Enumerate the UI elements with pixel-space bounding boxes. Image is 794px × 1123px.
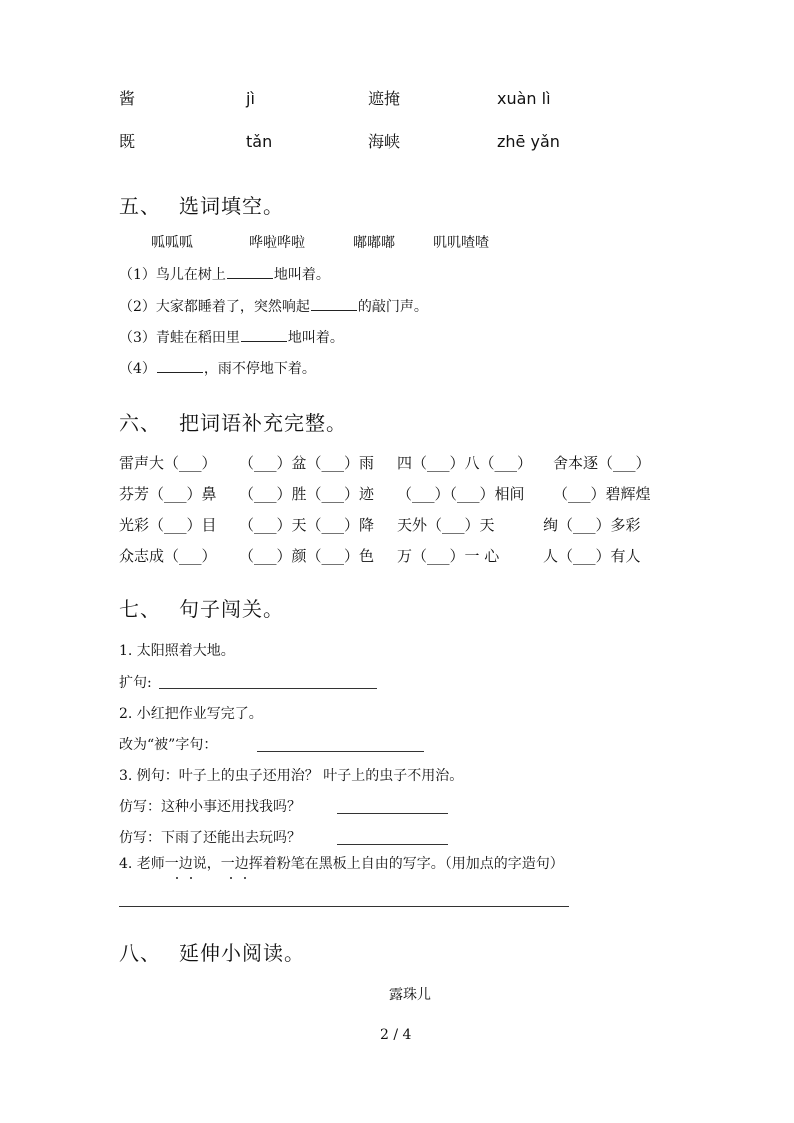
section-number: 六、	[119, 411, 161, 435]
section-title: 选词填空。	[179, 194, 284, 218]
idiom-row-1	[119, 453, 679, 473]
idiom-item[interactable]: 四（___）八（___）	[397, 454, 533, 472]
imitation-2: 仿写：下雨了还能出去玩吗？	[119, 830, 301, 846]
idiom-item[interactable]: （___）（___）相间	[397, 485, 525, 503]
idiom-item[interactable]: 万（___）一 心	[397, 547, 500, 565]
section-8-heading	[119, 940, 305, 966]
question-text: （1）鸟儿在树上	[119, 267, 226, 283]
answer-line[interactable]	[119, 906, 569, 907]
section-number: 八、	[119, 941, 161, 965]
question-text: （4）	[119, 361, 156, 377]
word-option: 呱呱呱	[151, 235, 193, 251]
table-cell: 遮掩	[368, 89, 401, 108]
idiom-item[interactable]: 芬芳（___）鼻	[119, 485, 217, 503]
fill-question-4	[119, 360, 316, 378]
table-cell: xuàn lì	[497, 89, 551, 108]
fill-question-1	[119, 266, 330, 284]
answer-blank[interactable]	[241, 329, 287, 342]
question-4: 4. 老师一边说，一边挥着粉笔在黑板上自由的写字。（用加点的字造句）	[119, 856, 564, 872]
question-text: 地叫着。	[287, 330, 344, 346]
idiom-item[interactable]: （___）碧辉煌	[553, 485, 651, 503]
expand-label: 扩句:	[119, 675, 152, 691]
question-text: 的敲门声。	[357, 299, 428, 315]
section-title: 把词语补充完整。	[179, 411, 347, 435]
table-cell: zhē yǎn	[497, 132, 560, 151]
table-cell: 海峡	[368, 132, 401, 151]
answer-line[interactable]	[159, 688, 377, 689]
answer-line[interactable]	[337, 813, 448, 814]
idiom-item[interactable]: 众志成（___）	[119, 547, 217, 565]
answer-line[interactable]	[337, 844, 448, 845]
question-text: （3）青蛙在稻田里	[119, 330, 240, 346]
imitation-1: 仿写：这种小事还用找我吗？	[119, 799, 301, 815]
table-cell: 酱	[119, 89, 136, 108]
idiom-item[interactable]: （___）颜（___）色	[239, 547, 375, 565]
idiom-row-3	[119, 515, 679, 535]
fill-question-3	[119, 329, 344, 347]
emphasis-dot	[244, 877, 246, 879]
question-2: 2. 小红把作业写完了。	[119, 706, 263, 722]
bei-sentence-label: 改为“被”字句：	[119, 737, 218, 753]
table-cell: tǎn	[246, 132, 273, 151]
question-text: 地叫着。	[273, 267, 330, 283]
section-title: 延伸小阅读。	[179, 941, 305, 965]
idiom-item[interactable]: （___）胜（___）迹	[239, 485, 375, 503]
idiom-item[interactable]: 光彩（___）目	[119, 516, 217, 534]
section-6-heading	[119, 410, 347, 436]
passage-title: 露珠儿	[389, 987, 431, 1003]
idiom-item[interactable]: 绚（___）多彩	[543, 516, 641, 534]
question-text: （2）大家都睡着了，突然响起	[119, 299, 310, 315]
question-3: 3. 例句：叶子上的虫子还用治？ 叶子上的虫子不用治。	[119, 768, 464, 784]
idiom-item[interactable]: 雷声大（___）	[119, 454, 217, 472]
fill-question-2	[119, 298, 428, 316]
answer-blank[interactable]	[311, 298, 357, 311]
idiom-item[interactable]: （___）天（___）降	[239, 516, 375, 534]
emphasis-dot	[230, 877, 232, 879]
word-option: 嘟嘟嘟	[353, 235, 395, 251]
word-option: 哗啦哗啦	[249, 235, 305, 251]
idiom-item[interactable]: 舍本逐（___）	[553, 454, 651, 472]
section-number: 五、	[119, 194, 161, 218]
answer-blank[interactable]	[227, 266, 273, 279]
section-number: 七、	[119, 597, 161, 621]
idiom-item[interactable]: 人（___）有人	[543, 547, 641, 565]
emphasis-dot	[190, 877, 192, 879]
section-5-heading	[119, 193, 284, 219]
table-cell: 既	[119, 132, 136, 151]
answer-blank[interactable]	[157, 360, 203, 373]
idiom-item[interactable]: （___）盆（___）雨	[239, 454, 375, 472]
emphasis-dot	[176, 877, 178, 879]
page-number: 2 / 4	[380, 1027, 412, 1043]
idiom-row-2	[119, 484, 679, 504]
table-cell: jì	[246, 89, 255, 108]
section-title: 句子闯关。	[179, 597, 284, 621]
section-7-heading	[119, 596, 284, 622]
idiom-item[interactable]: 天外（___）天	[397, 516, 495, 534]
idiom-row-4	[119, 546, 679, 566]
answer-line[interactable]	[257, 751, 424, 752]
question-text: ，雨不停地下着。	[203, 361, 316, 377]
word-option: 叽叽喳喳	[433, 235, 489, 251]
question-1: 1. 太阳照着大地。	[119, 643, 235, 659]
